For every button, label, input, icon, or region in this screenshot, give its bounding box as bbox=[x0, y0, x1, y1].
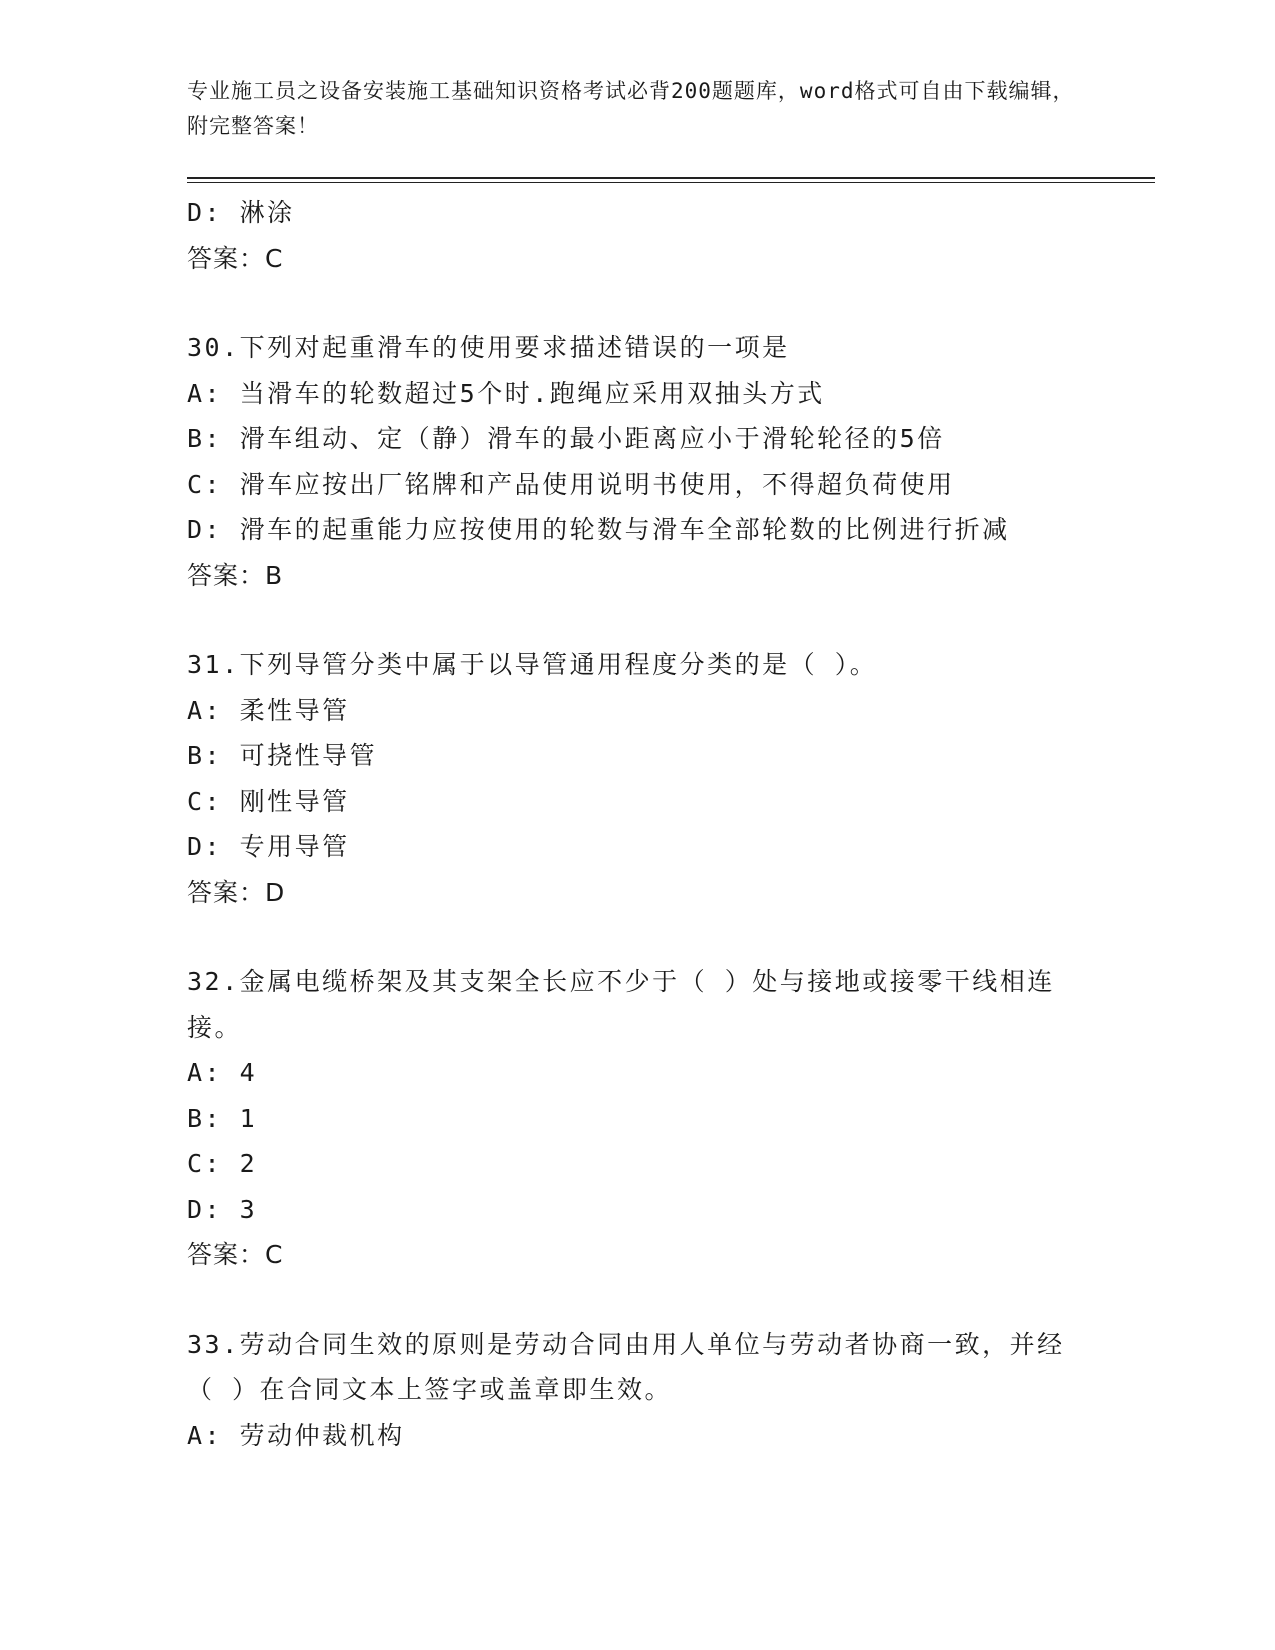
option-c: C: 刚性导管 bbox=[187, 786, 350, 816]
answer: 答案：D bbox=[187, 877, 286, 907]
spacer bbox=[187, 915, 1087, 959]
option-d: D: 淋涂 bbox=[187, 198, 295, 227]
spacer bbox=[187, 598, 1087, 642]
option-b: B: 滑车组动、定（静）滑车的最小距离应小于滑轮轮径的5倍 bbox=[187, 424, 945, 453]
option-d: D: 3 bbox=[187, 1194, 258, 1224]
option-a: A: 劳动仲裁机构 bbox=[187, 1420, 405, 1450]
header-title: 专业施工员之设备安装施工基础知识资格考试必背200题题库，word格式可自由下载编辑，附完整答案！ bbox=[187, 79, 1075, 138]
option-b: B: 1 bbox=[187, 1103, 258, 1133]
header-divider-thin bbox=[187, 182, 1155, 183]
option-b: B: 可挠性导管 bbox=[187, 741, 378, 770]
header-divider-thick bbox=[187, 177, 1155, 179]
option-a: A: 当滑车的轮数超过5个时.跑绳应采用双抽头方式 bbox=[187, 378, 825, 408]
spacer bbox=[187, 1278, 1087, 1322]
option-c: C: 2 bbox=[187, 1149, 258, 1178]
question-33 bbox=[187, 1322, 1087, 1459]
answer: 答案：C bbox=[187, 1240, 284, 1269]
previous-question-tail bbox=[187, 190, 1087, 281]
spacer bbox=[187, 281, 1087, 325]
answer: 答案：C bbox=[187, 243, 284, 273]
question-list bbox=[187, 190, 1087, 1458]
answer: 答案：B bbox=[187, 560, 284, 590]
question-stem: 30.下列对起重滑车的使用要求描述错误的一项是 bbox=[187, 333, 790, 362]
question-30 bbox=[187, 325, 1087, 598]
option-c: C: 滑车应按出厂铭牌和产品使用说明书使用，不得超负荷使用 bbox=[187, 469, 955, 499]
option-a: A: 柔性导管 bbox=[187, 695, 350, 725]
question-stem: 31.下列导管分类中属于以导管通用程度分类的是（ ）。 bbox=[187, 650, 878, 679]
option-d: D: 专用导管 bbox=[187, 832, 350, 861]
document-header bbox=[187, 74, 1087, 144]
question-stem: 33.劳动合同生效的原则是劳动合同由用人单位与劳动者协商一致，并经（ ）在合同文本上签字或盖章即生效。 bbox=[187, 1329, 1065, 1404]
question-stem: 32.金属电缆桥架及其支架全长应不少于（ ）处与接地或接零干线相连接。 bbox=[187, 967, 1055, 1042]
question-32 bbox=[187, 959, 1087, 1278]
question-31 bbox=[187, 642, 1087, 915]
option-d: D: 滑车的起重能力应按使用的轮数与滑车全部轮数的比例进行折减 bbox=[187, 515, 1010, 544]
option-a: A: 4 bbox=[187, 1058, 258, 1087]
